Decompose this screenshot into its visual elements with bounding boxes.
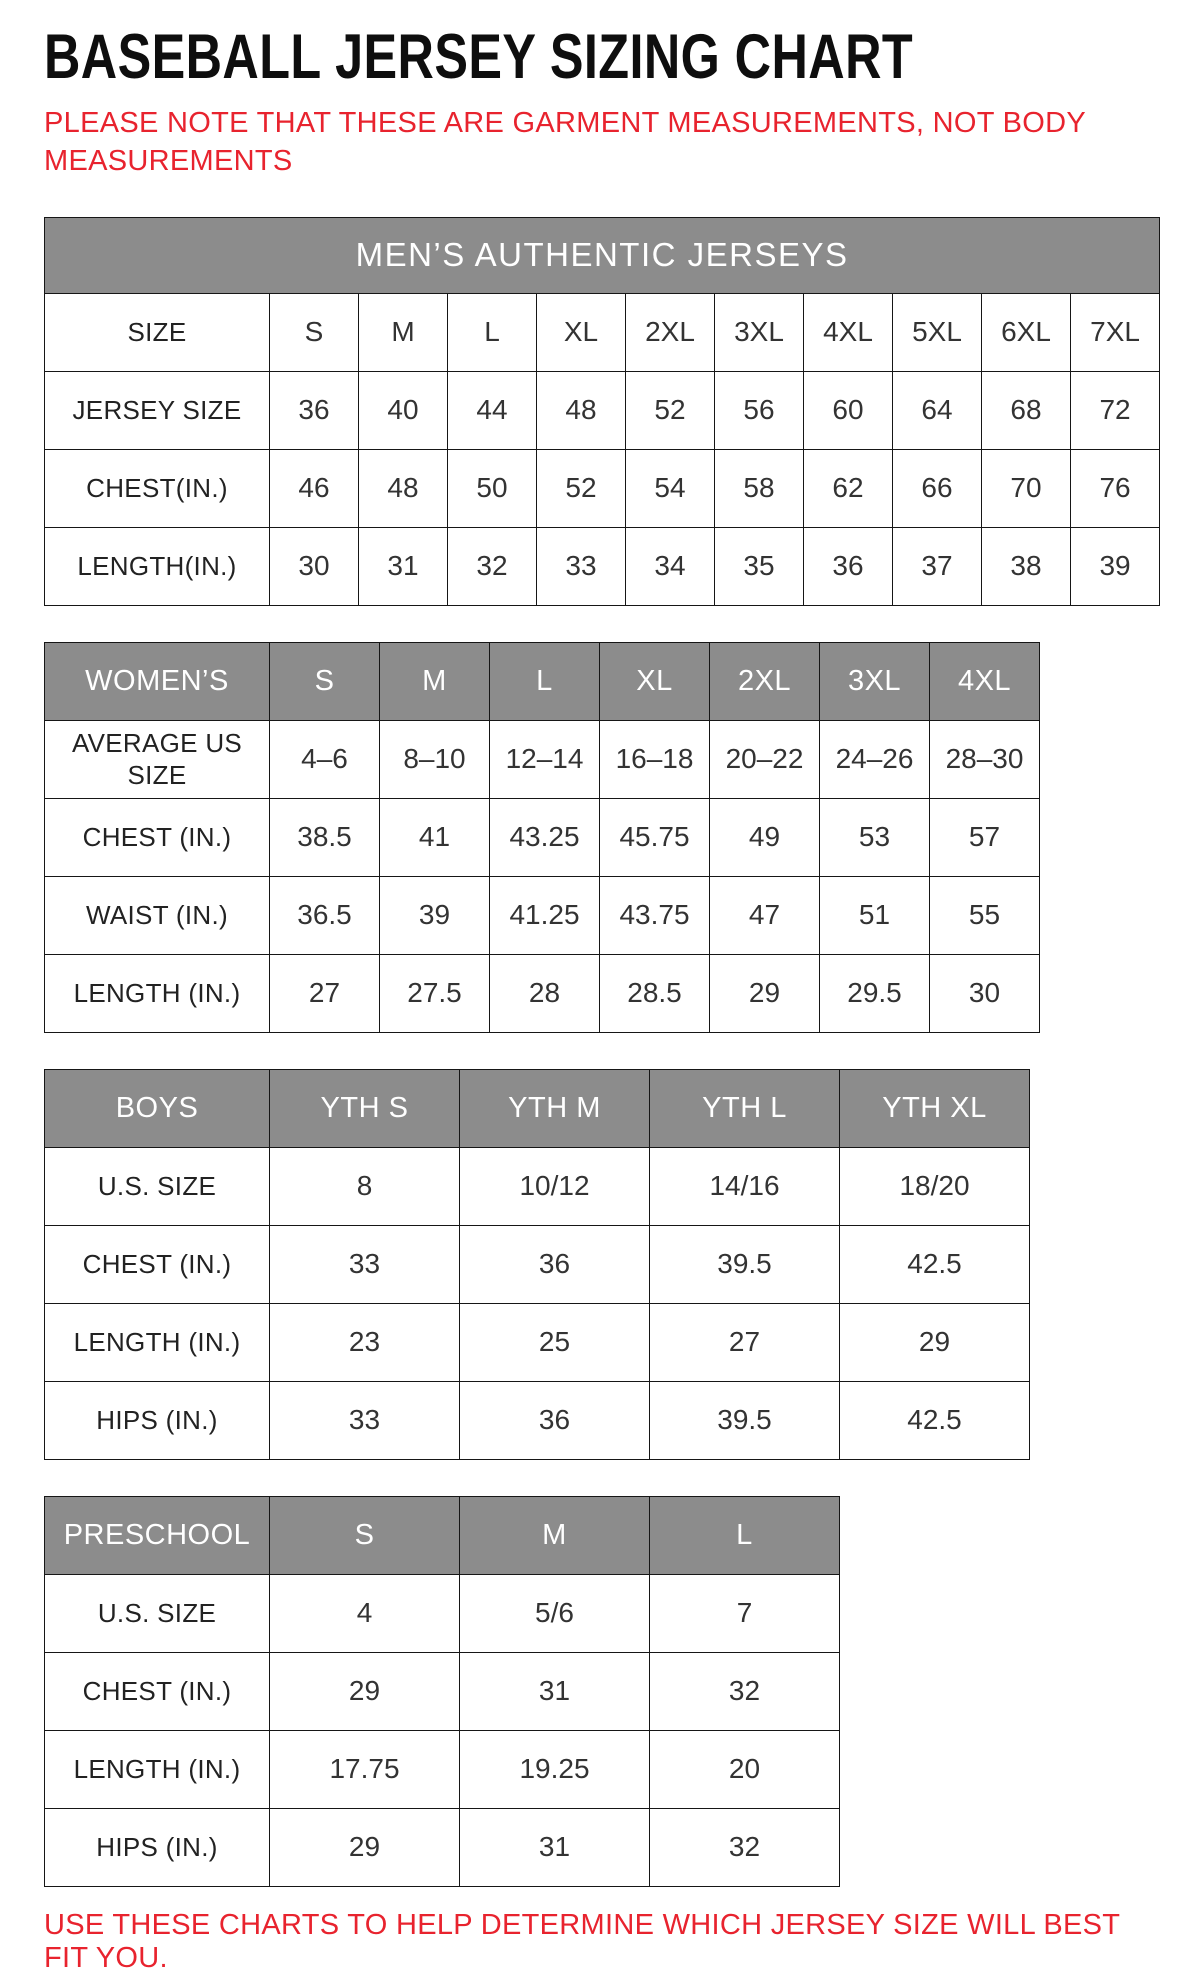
preschool-cell: 19.25 — [460, 1730, 650, 1808]
womens-cell: 29 — [710, 954, 820, 1032]
mens-cell: 39 — [1071, 527, 1160, 605]
womens-cell: 45.75 — [600, 798, 710, 876]
womens-cell: 28 — [490, 954, 600, 1032]
garment-measurements-note: PLEASE NOTE THAT THESE ARE GARMENT MEASUREMENTS, NOT BODY MEASUREMENTS — [44, 107, 1086, 178]
womens-row-0 — [45, 642, 1040, 720]
preschool-row-4 — [45, 1808, 840, 1886]
boys-cell: 23 — [270, 1303, 460, 1381]
mens-cell: 60 — [804, 371, 893, 449]
womens-cell: 51 — [820, 876, 930, 954]
boys-cell: 36 — [460, 1381, 650, 1459]
mens-cell: L — [448, 293, 537, 371]
womens-row-label: WOMEN’S — [45, 642, 270, 720]
mens-cell: 72 — [1071, 371, 1160, 449]
preschool-row-0 — [45, 1496, 840, 1574]
preschool-row-label: PRESCHOOL — [45, 1496, 270, 1574]
mens-cell: 36 — [804, 527, 893, 605]
mens-cell: 33 — [537, 527, 626, 605]
preschool-cell: 32 — [650, 1808, 840, 1886]
preschool-cell: 31 — [460, 1808, 650, 1886]
mens-cell: 64 — [893, 371, 982, 449]
mens-cell: 68 — [982, 371, 1071, 449]
page-title: BASEBALL JERSEY SIZING CHART — [44, 22, 914, 92]
preschool-cell: 29 — [270, 1808, 460, 1886]
mens-banner: MEN’S AUTHENTIC JERSEYS — [45, 217, 1160, 293]
boys-cell: 25 — [460, 1303, 650, 1381]
mens-row-3 — [45, 527, 1160, 605]
womens-cell: 20–22 — [710, 720, 820, 798]
mens-cell: 48 — [359, 449, 448, 527]
womens-cell: 30 — [930, 954, 1040, 1032]
preschool-row-1 — [45, 1574, 840, 1652]
mens-row-label: JERSEY SIZE — [45, 371, 270, 449]
mens-cell: XL — [537, 293, 626, 371]
boys-row-1 — [45, 1147, 1030, 1225]
preschool-cell: 20 — [650, 1730, 840, 1808]
womens-col-header: 3XL — [820, 642, 930, 720]
womens-cell: 55 — [930, 876, 1040, 954]
boys-cell: 39.5 — [650, 1381, 840, 1459]
boys-cell: 10/12 — [460, 1147, 650, 1225]
womens-cell: 41 — [380, 798, 490, 876]
boys-cell: 33 — [270, 1381, 460, 1459]
mens-cell: 66 — [893, 449, 982, 527]
preschool-col-header: M — [460, 1496, 650, 1574]
preschool-cell: 31 — [460, 1652, 650, 1730]
mens-cell: 52 — [537, 449, 626, 527]
womens-row-label: AVERAGE US SIZE — [45, 720, 270, 798]
womens-row-label: LENGTH (IN.) — [45, 954, 270, 1032]
boys-cell: 8 — [270, 1147, 460, 1225]
mens-cell: 4XL — [804, 293, 893, 371]
womens-cell: 36.5 — [270, 876, 380, 954]
womens-cell: 28–30 — [930, 720, 1040, 798]
boys-col-header: YTH S — [270, 1069, 460, 1147]
mens-cell: 58 — [715, 449, 804, 527]
mens-cell: 37 — [893, 527, 982, 605]
mens-cell: 32 — [448, 527, 537, 605]
womens-col-header: M — [380, 642, 490, 720]
boys-cell: 33 — [270, 1225, 460, 1303]
preschool-cell: 29 — [270, 1652, 460, 1730]
preschool-row-label: LENGTH (IN.) — [45, 1730, 270, 1808]
preschool-row-label: HIPS (IN.) — [45, 1808, 270, 1886]
preschool-row-3 — [45, 1730, 840, 1808]
preschool-row-label: CHEST (IN.) — [45, 1652, 270, 1730]
mens-cell: 48 — [537, 371, 626, 449]
mens-cell: 50 — [448, 449, 537, 527]
boys-row-label: HIPS (IN.) — [45, 1381, 270, 1459]
mens-cell: 56 — [715, 371, 804, 449]
boys-cell: 14/16 — [650, 1147, 840, 1225]
mens-row-2 — [45, 449, 1160, 527]
mens-cell: 30 — [270, 527, 359, 605]
boys-row-label: U.S. SIZE — [45, 1147, 270, 1225]
mens-cell: 7XL — [1071, 293, 1160, 371]
preschool-cell: 7 — [650, 1574, 840, 1652]
mens-row-label: SIZE — [45, 293, 270, 371]
boys-col-header: YTH L — [650, 1069, 840, 1147]
mens-cell: 36 — [270, 371, 359, 449]
mens-cell: M — [359, 293, 448, 371]
womens-cell: 57 — [930, 798, 1040, 876]
boys-col-header: YTH M — [460, 1069, 650, 1147]
womens-sizing-table — [44, 642, 1040, 1033]
boys-sizing-table — [44, 1069, 1030, 1460]
boys-cell: 42.5 — [840, 1225, 1030, 1303]
womens-cell: 8–10 — [380, 720, 490, 798]
womens-col-header: S — [270, 642, 380, 720]
womens-cell: 43.25 — [490, 798, 600, 876]
preschool-cell: 17.75 — [270, 1730, 460, 1808]
womens-row-3 — [45, 876, 1040, 954]
preschool-row-label: U.S. SIZE — [45, 1574, 270, 1652]
boys-cell: 42.5 — [840, 1381, 1030, 1459]
womens-cell: 16–18 — [600, 720, 710, 798]
preschool-row-2 — [45, 1652, 840, 1730]
womens-row-label: WAIST (IN.) — [45, 876, 270, 954]
womens-cell: 53 — [820, 798, 930, 876]
womens-cell: 27 — [270, 954, 380, 1032]
womens-cell: 4–6 — [270, 720, 380, 798]
boys-row-2 — [45, 1225, 1030, 1303]
mens-cell: 62 — [804, 449, 893, 527]
womens-cell: 28.5 — [600, 954, 710, 1032]
mens-authentic-jerseys-table — [44, 217, 1160, 606]
mens-cell: 31 — [359, 527, 448, 605]
mens-row-0 — [45, 293, 1160, 371]
preschool-cell: 32 — [650, 1652, 840, 1730]
preschool-col-header: S — [270, 1496, 460, 1574]
mens-row-label: CHEST(IN.) — [45, 449, 270, 527]
womens-col-header: XL — [600, 642, 710, 720]
mens-cell: S — [270, 293, 359, 371]
boys-row-0 — [45, 1069, 1030, 1147]
mens-cell: 5XL — [893, 293, 982, 371]
womens-cell: 39 — [380, 876, 490, 954]
mens-cell: 76 — [1071, 449, 1160, 527]
boys-row-label: LENGTH (IN.) — [45, 1303, 270, 1381]
mens-cell: 2XL — [626, 293, 715, 371]
womens-cell: 27.5 — [380, 954, 490, 1032]
mens-cell: 52 — [626, 371, 715, 449]
womens-col-header: L — [490, 642, 600, 720]
womens-row-4 — [45, 954, 1040, 1032]
boys-row-label: BOYS — [45, 1069, 270, 1147]
womens-cell: 38.5 — [270, 798, 380, 876]
boys-row-4 — [45, 1381, 1030, 1459]
mens-cell: 6XL — [982, 293, 1071, 371]
preschool-col-header: L — [650, 1496, 840, 1574]
boys-cell: 36 — [460, 1225, 650, 1303]
boys-cell: 18/20 — [840, 1147, 1030, 1225]
mens-cell: 3XL — [715, 293, 804, 371]
womens-row-1 — [45, 720, 1040, 798]
womens-cell: 12–14 — [490, 720, 600, 798]
boys-cell: 27 — [650, 1303, 840, 1381]
womens-cell: 41.25 — [490, 876, 600, 954]
womens-cell: 47 — [710, 876, 820, 954]
fit-advice-footer: USE THESE CHARTS TO HELP DETERMINE WHICH JERSEY SIZE WILL BEST FIT YOU. — [44, 1908, 1120, 1974]
boys-cell: 29 — [840, 1303, 1030, 1381]
preschool-cell: 5/6 — [460, 1574, 650, 1652]
womens-cell: 24–26 — [820, 720, 930, 798]
mens-row-label: LENGTH(IN.) — [45, 527, 270, 605]
mens-cell: 46 — [270, 449, 359, 527]
preschool-sizing-table — [44, 1496, 840, 1887]
mens-cell: 40 — [359, 371, 448, 449]
womens-col-header: 2XL — [710, 642, 820, 720]
mens-row-1 — [45, 371, 1160, 449]
mens-cell: 44 — [448, 371, 537, 449]
womens-row-2 — [45, 798, 1040, 876]
womens-col-header: 4XL — [930, 642, 1040, 720]
mens-banner-row — [45, 217, 1160, 293]
mens-cell: 70 — [982, 449, 1071, 527]
boys-cell: 39.5 — [650, 1225, 840, 1303]
mens-cell: 54 — [626, 449, 715, 527]
boys-col-header: YTH XL — [840, 1069, 1030, 1147]
womens-cell: 29.5 — [820, 954, 930, 1032]
womens-cell: 49 — [710, 798, 820, 876]
mens-cell: 35 — [715, 527, 804, 605]
preschool-cell: 4 — [270, 1574, 460, 1652]
mens-cell: 34 — [626, 527, 715, 605]
womens-row-label: CHEST (IN.) — [45, 798, 270, 876]
boys-row-label: CHEST (IN.) — [45, 1225, 270, 1303]
womens-cell: 43.75 — [600, 876, 710, 954]
boys-row-3 — [45, 1303, 1030, 1381]
mens-cell: 38 — [982, 527, 1071, 605]
